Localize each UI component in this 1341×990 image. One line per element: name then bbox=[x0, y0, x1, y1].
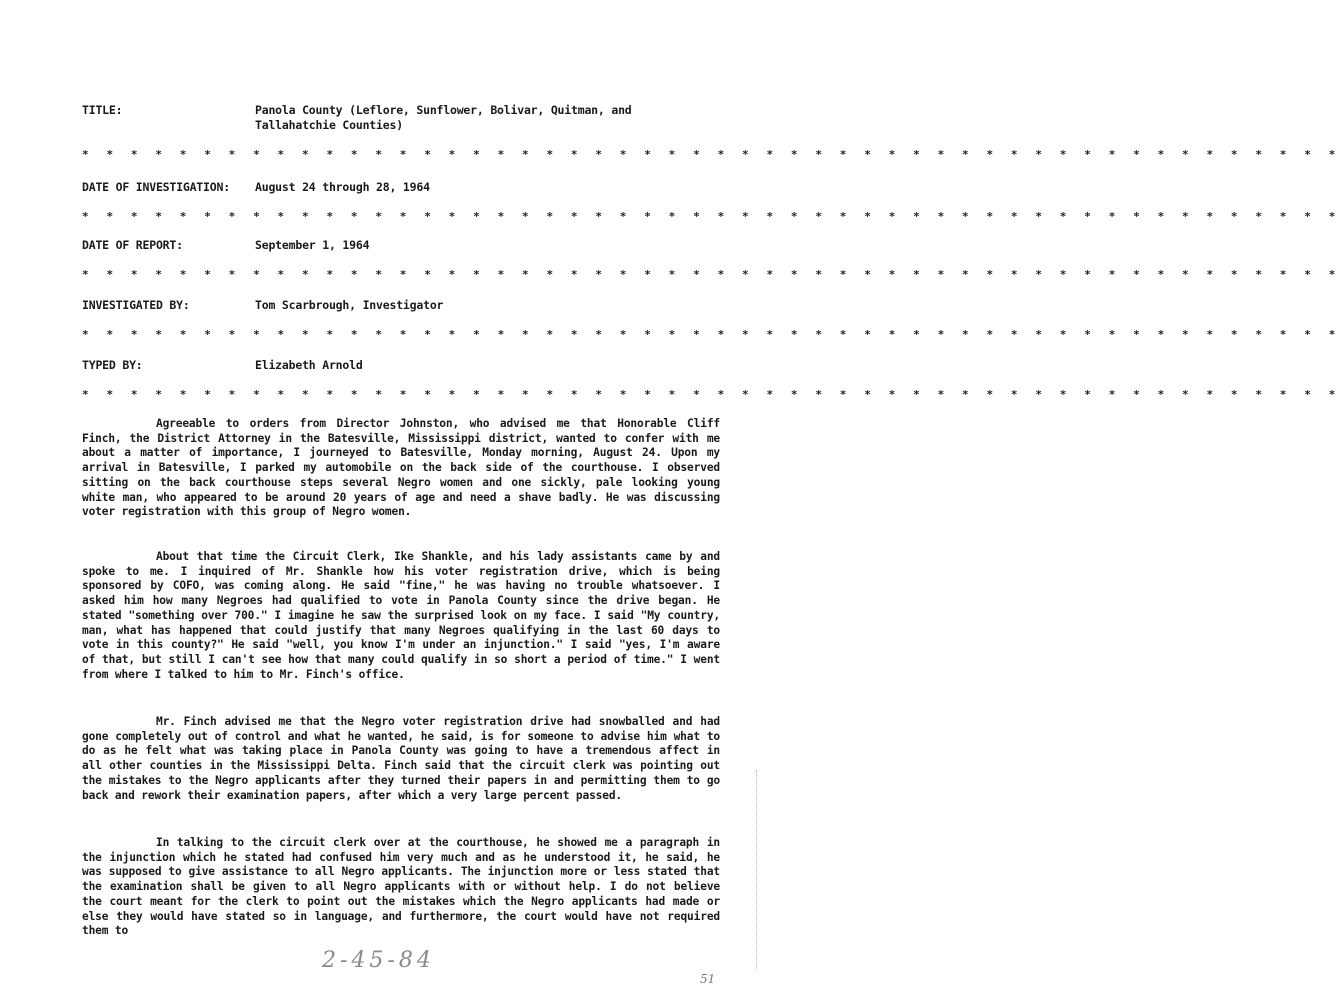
typed-by-value: Elizabeth Arnold bbox=[255, 358, 363, 372]
separator-4: * * * * * * * * * * * * * * * * * * * * * * * * * * * * * * * * * * * * * * * * * * * * * * * * * * * * bbox=[82, 328, 1341, 341]
report-date-value: September 1, 1964 bbox=[255, 238, 370, 252]
separator-2: * * * * * * * * * * * * * * * * * * * * * * * * * * * * * * * * * * * * * * * * * * * * * * * * * * * * bbox=[82, 210, 1341, 223]
scan-edge-mark bbox=[756, 770, 759, 970]
title-line-2: Tallahatchie Counties) bbox=[255, 118, 403, 132]
title-line-1: Panola County (Leflore, Sunflower, Bolivar, Quitman, and bbox=[255, 103, 632, 117]
body-paragraph-2: About that time the Circuit Clerk, Ike Shankle, and his lady assistants came by and spoke to me. I inquired of Mr. Shankle how his voter registration drive, which is being sponsored by COFO, was coming along. He said "fine," he was having no trouble whatsoever. I asked him how many Negroes had qualified to vote in Panola County since the drive began. He stated "something over 700." I imagine he saw the surprised look on my face. I said "My country, man, what has happened that could justify that many Negroes qualifying in the last 60 days to vote in this county?" He said "well, you know I'm under an injunction." I said "yes, I'm aware of that, but still I can't see how that many could qualify in so short a period of time." I went from where I talked to him to Mr. Finch's office. bbox=[82, 550, 720, 681]
separator-3: * * * * * * * * * * * * * * * * * * * * * * * * * * * * * * * * * * * * * * * * * * * * * * * * * * * * bbox=[82, 268, 1341, 281]
investigated-by-label: INVESTIGATED BY: bbox=[82, 298, 190, 312]
body-paragraph-1: Agreeable to orders from Director Johnston, who advised me that Honorable Cliff Finch, the District Attorney in the Batesville, Mississippi district, wanted to confer with me about a matter of importance, I journeyed to Batesville, Monday morning, August 24. Upon my arrival in Batesville, I parked my automobile on the back side of the courthouse. I observed sitting on the back courthouse steps several Negro women and one sickly, pale looking young white man, who appeared to be around 20 years of age and need a shave badly. He was discussing voter registration with this group of Negro women. bbox=[82, 417, 720, 519]
separator-5: * * * * * * * * * * * * * * * * * * * * * * * * * * * * * * * * * * * * * * * * * * * * * * * * * * * * bbox=[82, 388, 1341, 401]
handwritten-file-number: 2-45-84 bbox=[322, 948, 435, 973]
investigated-by-value: Tom Scarbrough, Investigator bbox=[255, 298, 444, 312]
investigation-date-value: August 24 through 28, 1964 bbox=[255, 180, 430, 194]
title-label: TITLE: bbox=[82, 103, 123, 117]
typed-by-label: TYPED BY: bbox=[82, 358, 143, 372]
investigation-date-label: DATE OF INVESTIGATION: bbox=[82, 180, 230, 194]
body-paragraph-3: Mr. Finch advised me that the Negro voter registration drive had snowballed and had gone completely out of control and what he wanted, he said, is for someone to advise him what to do as he felt what was taking place in Panola County was going to have a tremendous affect in all other counties in the Mississippi Delta. Finch said that the circuit clerk was pointing out the mistakes to the Negro applicants after they turned their papers in and permitting them to go back and rework their examination papers, after which a very large percent passed. bbox=[82, 715, 720, 802]
report-date-label: DATE OF REPORT: bbox=[82, 238, 183, 252]
separator-1: * * * * * * * * * * * * * * * * * * * * * * * * * * * * * * * * * * * * * * * * * * * * * * * * * * * * bbox=[82, 148, 1341, 161]
body-paragraph-4: In talking to the circuit clerk over at the courthouse, he showed me a paragraph in the injunction which he stated had confused him very much and as he understood it, he said, he was supposed to give assistance to all Negro applicants. The injunction more or less stated that the examination shall be given to all Negro applicants with or without help. I do not believe the court meant for the clerk to point out the mistakes which the Negro applicants had made or else they would have stated so in language, and furthermore, the court would have not required them to bbox=[82, 836, 720, 938]
page-mark: 51 bbox=[700, 972, 716, 986]
